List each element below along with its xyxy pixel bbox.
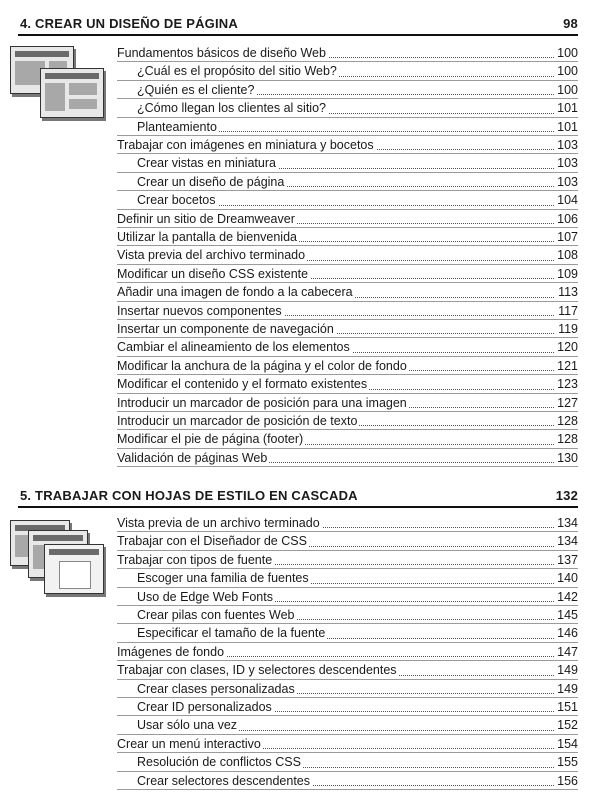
toc-entry-label: Validación de páginas Web xyxy=(117,450,268,465)
toc-entry[interactable] xyxy=(0,375,600,393)
toc-entry-label: Insertar nuevos componentes xyxy=(117,303,282,318)
toc-entry-label: Vista previa del archivo terminado xyxy=(117,248,306,263)
toc-entry-label: ¿Quién es el cliente? xyxy=(137,82,255,97)
toc-entry-label: Crear pilas con fuentes Web xyxy=(137,608,295,622)
chapter-page-number: 132 xyxy=(555,488,578,503)
toc-entry-label: Cambiar el alineamiento de los elementos xyxy=(117,340,350,355)
toc-entry-label: Planteamiento xyxy=(137,119,217,134)
toc-entry[interactable] xyxy=(0,606,600,624)
toc-entry[interactable] xyxy=(0,569,600,587)
toc-entry[interactable] xyxy=(0,173,600,191)
toc-entry-label: Crear un menú interactivo xyxy=(117,736,261,751)
toc-entry-label: Vista previa de un archivo terminado xyxy=(117,516,320,530)
toc-entry-page: 134 xyxy=(557,516,578,530)
toc-entry-page: 152 xyxy=(557,718,578,733)
toc-entry[interactable] xyxy=(0,680,600,698)
row-divider xyxy=(117,466,578,467)
toc-entry-label: Resolución de conflictos CSS xyxy=(137,755,301,770)
toc-entry[interactable] xyxy=(0,772,600,790)
toc-entry-label: Insertar un componente de navegación xyxy=(117,322,334,336)
chapter-heading xyxy=(18,486,578,508)
toc-entry-page: 108 xyxy=(557,248,578,263)
toc-entry[interactable] xyxy=(0,624,600,642)
chapter-title: 5. TRABAJAR CON HOJAS DE ESTILO EN CASCADA xyxy=(20,488,358,503)
chapter-page-number: 98 xyxy=(563,16,578,31)
toc-entry-label: Introducir un marcador de posición para una imagen xyxy=(117,395,407,410)
toc-entry-label: Crear selectores descendentes xyxy=(137,773,311,788)
toc-entry-page: 137 xyxy=(557,552,578,567)
toc-entry[interactable] xyxy=(0,449,600,467)
toc-entry-page: 103 xyxy=(557,138,578,152)
toc-entry-page: 101 xyxy=(557,101,578,116)
toc-entry-page: 154 xyxy=(557,736,578,751)
toc-entry-page: 134 xyxy=(557,534,578,549)
toc-entry-page: 156 xyxy=(557,773,578,788)
toc-entry[interactable] xyxy=(0,265,600,283)
toc-entry-page: 151 xyxy=(557,700,578,714)
toc-entry-page: 142 xyxy=(557,589,578,604)
toc-entry-label: Crear un diseño de página xyxy=(137,174,285,189)
toc-entry-label: Trabajar con tipos de fuente xyxy=(117,552,273,567)
toc-entry-label: Crear bocetos xyxy=(137,193,216,208)
toc-entry-page: 100 xyxy=(557,82,578,97)
toc-entry-page: 106 xyxy=(557,211,578,226)
toc-entry-page: 103 xyxy=(557,156,578,171)
toc-entry[interactable] xyxy=(0,588,600,606)
toc-entry-page: 103 xyxy=(557,174,578,189)
toc-entry-page: 149 xyxy=(557,681,578,696)
toc-entry-label: ¿Cómo llegan los clientes al sitio? xyxy=(137,101,326,116)
toc-entry-page: 104 xyxy=(557,193,578,208)
toc-entry[interactable] xyxy=(0,136,600,154)
toc-entry[interactable] xyxy=(0,532,600,550)
toc-entry-label: Introducir un marcador de posición de texto xyxy=(117,414,358,428)
toc-entry-page: 107 xyxy=(557,230,578,244)
toc-entry-label: Escoger una familia de fuentes xyxy=(137,571,309,586)
toc-entry-label: Usar sólo una vez xyxy=(137,718,238,733)
toc-entry-label: Crear clases personalizadas xyxy=(137,681,295,696)
toc-entry-page: 100 xyxy=(557,46,578,60)
toc-entry-label: Utilizar la pantalla de bienvenida xyxy=(117,230,297,244)
toc-entry-label: Definir un sitio de Dreamweaver xyxy=(117,211,295,226)
toc-entry[interactable] xyxy=(0,99,600,117)
toc-entry[interactable] xyxy=(0,154,600,172)
toc-entry-label: Modificar un diseño CSS existente xyxy=(117,266,309,281)
toc-entry-page: 121 xyxy=(557,358,578,373)
toc-entry-label: Trabajar con clases, ID y selectores descendentes xyxy=(117,663,397,678)
toc-entry[interactable] xyxy=(0,228,600,246)
toc-entry[interactable] xyxy=(0,514,600,532)
toc-entry[interactable] xyxy=(0,357,600,375)
toc-entry-label: ¿Cuál es el propósito del sitio Web? xyxy=(137,64,337,79)
toc-entry-page: 127 xyxy=(557,395,578,410)
toc-entry-page: 146 xyxy=(557,626,578,641)
toc-entry-page: 117 xyxy=(558,303,578,318)
toc-entry[interactable] xyxy=(0,551,600,569)
toc-entry-page: 128 xyxy=(557,432,578,447)
toc-entry-page: 100 xyxy=(557,64,578,79)
toc-entry[interactable] xyxy=(0,753,600,771)
toc-entry-page: 119 xyxy=(558,322,578,336)
toc-entry-page: 109 xyxy=(557,266,578,281)
toc-entry[interactable] xyxy=(0,210,600,228)
toc-entry[interactable] xyxy=(0,716,600,734)
toc-entry-page: 113 xyxy=(558,285,578,300)
toc-entry-page: 130 xyxy=(557,450,578,465)
toc-entry-page: 149 xyxy=(557,663,578,678)
toc-entry[interactable] xyxy=(0,302,600,320)
toc-entry[interactable] xyxy=(0,698,600,716)
toc-entry-label: Modificar la anchura de la página y el color de fondo xyxy=(117,358,407,373)
toc-entry[interactable] xyxy=(0,643,600,661)
toc-entry[interactable] xyxy=(0,320,600,338)
toc-entry-label: Uso de Edge Web Fonts xyxy=(137,589,273,604)
toc-entry-page: 145 xyxy=(557,608,578,622)
toc-entry[interactable] xyxy=(0,118,600,136)
toc-entry-label: Añadir una imagen de fondo a la cabecera xyxy=(117,285,353,300)
toc-entry-label: Imágenes de fondo xyxy=(117,644,225,659)
toc-entry-label: Trabajar con el Diseñador de CSS xyxy=(117,534,307,549)
toc-entry[interactable] xyxy=(0,81,600,99)
toc-entry-label: Modificar el pie de página (footer) xyxy=(117,432,304,447)
toc-entry-label: Modificar el contenido y el formato existentes xyxy=(117,377,368,392)
toc-entry-page: 128 xyxy=(557,414,578,428)
toc-entry-label: Especificar el tamaño de la fuente xyxy=(137,626,326,641)
toc-entry-page: 140 xyxy=(557,571,578,586)
toc-entry-label: Fundamentos básicos de diseño Web xyxy=(117,46,326,60)
toc-entry[interactable] xyxy=(0,283,600,301)
row-divider xyxy=(117,789,578,790)
toc-entry[interactable] xyxy=(0,246,600,264)
chapter-title: 4. CREAR UN DISEÑO DE PÁGINA xyxy=(20,16,238,31)
toc-entry[interactable] xyxy=(0,394,600,412)
toc-entry[interactable] xyxy=(0,44,600,62)
toc-entry[interactable] xyxy=(0,191,600,209)
chapter-heading xyxy=(18,14,578,36)
toc-entry-page: 101 xyxy=(557,119,578,134)
toc-entry-page: 123 xyxy=(557,377,578,392)
toc-entry[interactable] xyxy=(0,661,600,679)
toc-entry[interactable] xyxy=(0,338,600,356)
toc-entry-page: 120 xyxy=(557,340,578,355)
toc-entry[interactable] xyxy=(0,735,600,753)
toc-entry-label: Crear vistas en miniatura xyxy=(137,156,276,171)
toc-entry-label: Crear ID personalizados xyxy=(137,700,272,714)
toc-entry[interactable] xyxy=(0,430,600,448)
toc-entry-page: 155 xyxy=(557,755,578,770)
toc-entry[interactable] xyxy=(0,62,600,80)
toc-entry-label: Trabajar con imágenes en miniatura y bocetos xyxy=(117,138,374,152)
toc-entry-page: 147 xyxy=(557,644,578,659)
toc-entry[interactable] xyxy=(0,412,600,430)
